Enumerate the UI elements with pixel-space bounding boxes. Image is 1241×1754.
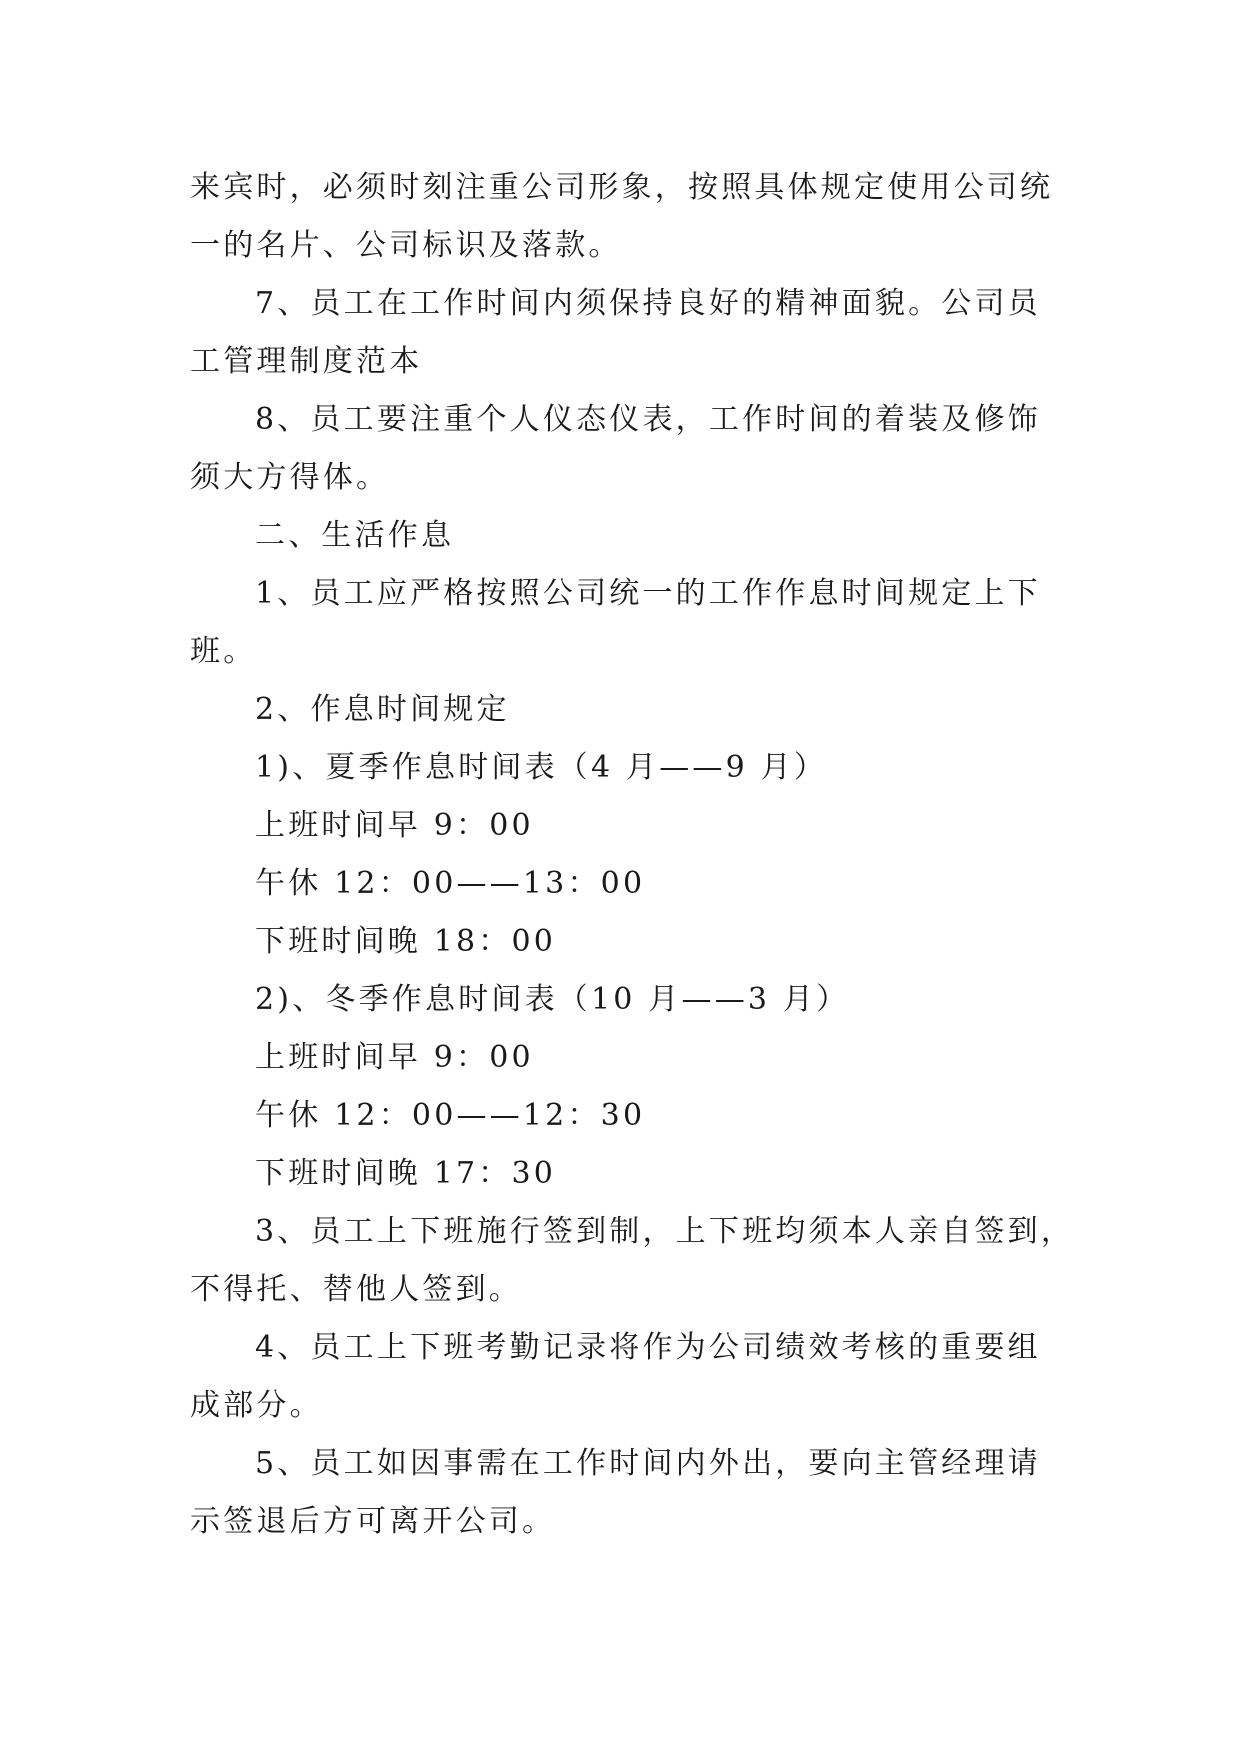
text-line: 1)、夏季作息时间表（4 月——9 月） (255, 750, 828, 785)
text-line: 7、员工在工作时间内须保持良好的精神面貌。公司员 (255, 286, 1041, 321)
text-line: 须大方得体。 (190, 460, 390, 495)
text-line: 5、员工如因事需在工作时间内外出，要向主管经理请 (255, 1446, 1041, 1481)
text-line: 下班时间晚 17：30 (255, 1156, 557, 1191)
text-line: 8、员工要注重个人仪态仪表，工作时间的着装及修饰 (255, 402, 1041, 437)
section-heading: 二、生活作息 (255, 518, 455, 553)
text-line: 午休 12：00——13：00 (255, 866, 646, 901)
text-line: 示签退后方可离开公司。 (190, 1504, 556, 1539)
text-line: 4、员工上下班考勤记录将作为公司绩效考核的重要组 (255, 1330, 1041, 1365)
text-line: 午休 12：00——12：30 (255, 1098, 646, 1133)
text-line: 2、作息时间规定 (255, 692, 510, 727)
text-line: 下班时间晚 18：00 (255, 924, 557, 959)
text-line: 一的名片、公司标识及落款。 (190, 228, 622, 263)
text-line: 上班时间早 9：00 (255, 808, 534, 843)
text-line: 2)、冬季作息时间表（10 月——3 月） (255, 982, 850, 1017)
text-line: 班。 (190, 634, 257, 669)
text-line: 工管理制度范本 (190, 344, 423, 379)
text-line: 不得托、替他人签到。 (190, 1272, 522, 1307)
text-line: 1、员工应严格按照公司统一的工作作息时间规定上下 (255, 576, 1041, 611)
text-line: 上班时间早 9：00 (255, 1040, 534, 1075)
text-line: 来宾时，必须时刻注重公司形象，按照具体规定使用公司统 (190, 170, 1054, 205)
text-line: 3、员工上下班施行签到制，上下班均须本人亲自签到， (255, 1214, 1075, 1249)
text-line: 成部分。 (190, 1388, 323, 1423)
